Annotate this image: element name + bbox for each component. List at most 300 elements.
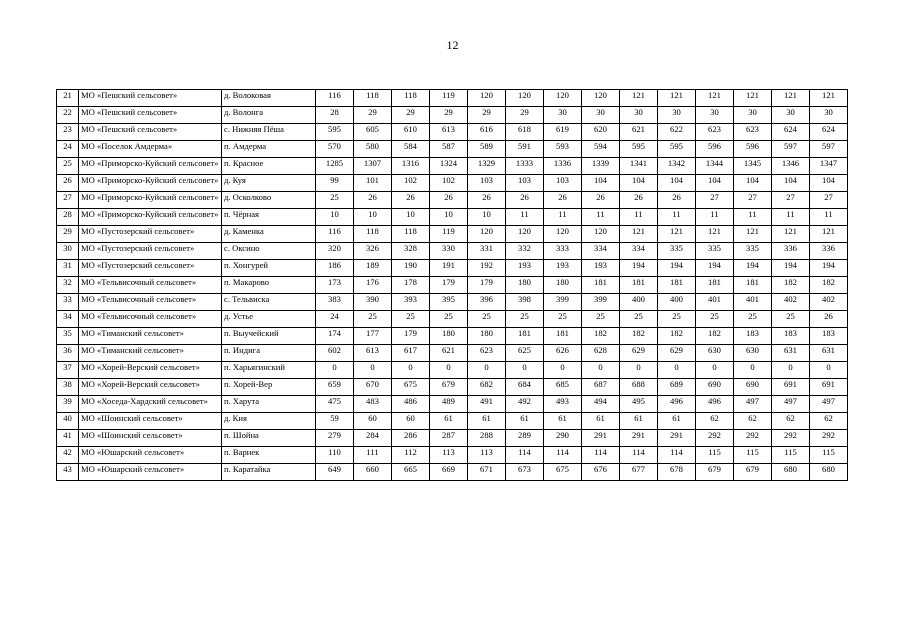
value-cell: 120: [582, 90, 620, 107]
value-cell: 670: [354, 379, 392, 396]
value-cell: 121: [810, 226, 848, 243]
value-cell: 0: [316, 362, 354, 379]
value-cell: 29: [354, 107, 392, 124]
value-cell: 190: [392, 260, 430, 277]
value-cell: 111: [354, 447, 392, 464]
value-cell: 114: [620, 447, 658, 464]
value-cell: 61: [430, 413, 468, 430]
value-cell: 589: [468, 141, 506, 158]
value-cell: 25: [392, 311, 430, 328]
value-cell: 61: [582, 413, 620, 430]
value-cell: 623: [734, 124, 772, 141]
value-cell: 27: [696, 192, 734, 209]
value-cell: 328: [392, 243, 430, 260]
value-cell: 181: [620, 277, 658, 294]
value-cell: 174: [316, 328, 354, 345]
value-cell: 596: [696, 141, 734, 158]
municipality-cell: МО «Приморско-Куйский сельсовет»: [79, 158, 222, 175]
value-cell: 120: [506, 90, 544, 107]
row-number: 26: [57, 175, 79, 192]
value-cell: 120: [544, 226, 582, 243]
value-cell: 619: [544, 124, 582, 141]
row-number: 37: [57, 362, 79, 379]
value-cell: 183: [772, 328, 810, 345]
value-cell: 684: [506, 379, 544, 396]
municipality-cell: МО «Приморско-Куйский сельсовет»: [79, 209, 222, 226]
value-cell: 336: [810, 243, 848, 260]
value-cell: 180: [468, 328, 506, 345]
value-cell: 29: [392, 107, 430, 124]
value-cell: 10: [468, 209, 506, 226]
value-cell: 113: [430, 447, 468, 464]
settlement-cell: д. Волонга: [222, 107, 316, 124]
value-cell: 0: [810, 362, 848, 379]
municipality-cell: МО «Тельвисочный сельсовет»: [79, 277, 222, 294]
value-cell: 10: [392, 209, 430, 226]
value-cell: 494: [582, 396, 620, 413]
value-cell: 0: [354, 362, 392, 379]
value-cell: 181: [734, 277, 772, 294]
value-cell: 0: [430, 362, 468, 379]
value-cell: 631: [772, 345, 810, 362]
value-cell: 120: [468, 226, 506, 243]
value-cell: 0: [734, 362, 772, 379]
value-cell: 121: [696, 90, 734, 107]
value-cell: 25: [772, 311, 810, 328]
row-number: 34: [57, 311, 79, 328]
value-cell: 183: [810, 328, 848, 345]
municipality-cell: МО «Поселок Амдерма»: [79, 141, 222, 158]
value-cell: 11: [772, 209, 810, 226]
row-number: 43: [57, 464, 79, 481]
value-cell: 25: [582, 311, 620, 328]
value-cell: 120: [468, 90, 506, 107]
value-cell: 61: [658, 413, 696, 430]
value-cell: 676: [582, 464, 620, 481]
value-cell: 121: [658, 90, 696, 107]
value-cell: 116: [316, 90, 354, 107]
value-cell: 621: [430, 345, 468, 362]
value-cell: 400: [658, 294, 696, 311]
table-row: [57, 90, 848, 107]
value-cell: 610: [392, 124, 430, 141]
value-cell: 103: [544, 175, 582, 192]
value-cell: 679: [696, 464, 734, 481]
municipality-cell: МО «Пешский сельсовет»: [79, 107, 222, 124]
value-cell: 29: [430, 107, 468, 124]
value-cell: 691: [810, 379, 848, 396]
value-cell: 27: [772, 192, 810, 209]
row-number: 32: [57, 277, 79, 294]
value-cell: 119: [430, 226, 468, 243]
row-number: 35: [57, 328, 79, 345]
value-cell: 496: [658, 396, 696, 413]
value-cell: 320: [316, 243, 354, 260]
value-cell: 624: [810, 124, 848, 141]
settlement-cell: д. Волоковая: [222, 90, 316, 107]
value-cell: 287: [430, 430, 468, 447]
value-cell: 113: [468, 447, 506, 464]
value-cell: 99: [316, 175, 354, 192]
value-cell: 182: [658, 328, 696, 345]
table-row: [57, 311, 848, 328]
value-cell: 177: [354, 328, 392, 345]
value-cell: 26: [658, 192, 696, 209]
value-cell: 682: [468, 379, 506, 396]
settlement-cell: п. Шойна: [222, 430, 316, 447]
value-cell: 26: [430, 192, 468, 209]
value-cell: 181: [582, 277, 620, 294]
settlement-cell: п. Харута: [222, 396, 316, 413]
settlement-cell: п. Макарово: [222, 277, 316, 294]
municipality-cell: МО «Тиманский сельсовет»: [79, 345, 222, 362]
value-cell: 30: [734, 107, 772, 124]
settlement-cell: с. Оксино: [222, 243, 316, 260]
value-cell: 25: [506, 311, 544, 328]
value-cell: 497: [772, 396, 810, 413]
municipality-cell: МО «Юшарский сельсовет»: [79, 464, 222, 481]
value-cell: 25: [468, 311, 506, 328]
value-cell: 110: [316, 447, 354, 464]
value-cell: 194: [772, 260, 810, 277]
page-number: 12: [446, 38, 459, 52]
table-row: [57, 124, 848, 141]
value-cell: 25: [734, 311, 772, 328]
value-cell: 119: [430, 90, 468, 107]
municipality-cell: МО «Пешский сельсовет»: [79, 124, 222, 141]
value-cell: 0: [392, 362, 430, 379]
settlement-cell: д. Устье: [222, 311, 316, 328]
value-cell: 401: [734, 294, 772, 311]
row-number: 21: [57, 90, 79, 107]
value-cell: 112: [392, 447, 430, 464]
value-cell: 11: [696, 209, 734, 226]
value-cell: 669: [430, 464, 468, 481]
value-cell: 1316: [392, 158, 430, 175]
value-cell: 613: [354, 345, 392, 362]
value-cell: 114: [544, 447, 582, 464]
value-cell: 194: [696, 260, 734, 277]
value-cell: 659: [316, 379, 354, 396]
value-cell: 292: [734, 430, 772, 447]
table-row: [57, 413, 848, 430]
value-cell: 486: [392, 396, 430, 413]
value-cell: 121: [810, 90, 848, 107]
value-cell: 677: [620, 464, 658, 481]
value-cell: 1345: [734, 158, 772, 175]
value-cell: 26: [506, 192, 544, 209]
value-cell: 180: [544, 277, 582, 294]
table-row: [57, 447, 848, 464]
value-cell: 625: [506, 345, 544, 362]
value-cell: 11: [544, 209, 582, 226]
value-cell: 25: [354, 311, 392, 328]
value-cell: 1346: [772, 158, 810, 175]
value-cell: 121: [696, 226, 734, 243]
value-cell: 292: [810, 430, 848, 447]
value-cell: 30: [620, 107, 658, 124]
value-cell: 620: [582, 124, 620, 141]
settlement-cell: с. Тельвиска: [222, 294, 316, 311]
value-cell: 26: [544, 192, 582, 209]
value-cell: 118: [354, 90, 392, 107]
value-cell: 115: [772, 447, 810, 464]
value-cell: 675: [392, 379, 430, 396]
value-cell: 11: [810, 209, 848, 226]
value-cell: 335: [696, 243, 734, 260]
value-cell: 483: [354, 396, 392, 413]
value-cell: 618: [506, 124, 544, 141]
municipality-cell: МО «Приморско-Куйский сельсовет»: [79, 175, 222, 192]
value-cell: 671: [468, 464, 506, 481]
value-cell: 279: [316, 430, 354, 447]
value-cell: 116: [316, 226, 354, 243]
row-number: 30: [57, 243, 79, 260]
value-cell: 649: [316, 464, 354, 481]
value-cell: 628: [582, 345, 620, 362]
municipality-cell: МО «Шоинский сельсовет»: [79, 413, 222, 430]
value-cell: 194: [810, 260, 848, 277]
value-cell: 401: [696, 294, 734, 311]
table-row: [57, 226, 848, 243]
value-cell: 104: [696, 175, 734, 192]
value-cell: 186: [316, 260, 354, 277]
value-cell: 28: [316, 107, 354, 124]
value-cell: 595: [620, 141, 658, 158]
value-cell: 25: [544, 311, 582, 328]
settlement-cell: с. Нижняя Пёша: [222, 124, 316, 141]
value-cell: 181: [544, 328, 582, 345]
settlement-cell: п. Варнек: [222, 447, 316, 464]
value-cell: 194: [658, 260, 696, 277]
value-cell: 114: [658, 447, 696, 464]
value-cell: 182: [620, 328, 658, 345]
value-cell: 623: [468, 345, 506, 362]
value-cell: 121: [772, 226, 810, 243]
value-cell: 400: [620, 294, 658, 311]
value-cell: 25: [430, 311, 468, 328]
value-cell: 29: [468, 107, 506, 124]
value-cell: 584: [392, 141, 430, 158]
value-cell: 688: [620, 379, 658, 396]
value-cell: 26: [810, 311, 848, 328]
row-number: 25: [57, 158, 79, 175]
value-cell: 1285: [316, 158, 354, 175]
value-cell: 580: [354, 141, 392, 158]
value-cell: 26: [392, 192, 430, 209]
row-number: 29: [57, 226, 79, 243]
value-cell: 687: [582, 379, 620, 396]
value-cell: 10: [316, 209, 354, 226]
municipality-cell: МО «Хорей-Верский сельсовет»: [79, 379, 222, 396]
value-cell: 114: [582, 447, 620, 464]
settlement-cell: д. Каменка: [222, 226, 316, 243]
table-row: [57, 243, 848, 260]
value-cell: 570: [316, 141, 354, 158]
value-cell: 60: [354, 413, 392, 430]
municipality-cell: МО «Тельвисочный сельсовет»: [79, 294, 222, 311]
value-cell: 25: [316, 192, 354, 209]
value-cell: 26: [354, 192, 392, 209]
value-cell: 104: [582, 175, 620, 192]
value-cell: 182: [696, 328, 734, 345]
row-number: 27: [57, 192, 79, 209]
value-cell: 495: [620, 396, 658, 413]
value-cell: 180: [430, 328, 468, 345]
value-cell: 179: [430, 277, 468, 294]
municipality-cell: МО «Пешский сельсовет»: [79, 90, 222, 107]
value-cell: 25: [658, 311, 696, 328]
value-cell: 11: [506, 209, 544, 226]
value-cell: 180: [506, 277, 544, 294]
value-cell: 288: [468, 430, 506, 447]
value-cell: 189: [354, 260, 392, 277]
value-cell: 1307: [354, 158, 392, 175]
value-cell: 30: [658, 107, 696, 124]
value-cell: 102: [392, 175, 430, 192]
value-cell: 399: [582, 294, 620, 311]
table-row: [57, 345, 848, 362]
settlement-cell: д. Осколково: [222, 192, 316, 209]
value-cell: 26: [620, 192, 658, 209]
value-cell: 30: [810, 107, 848, 124]
value-cell: 0: [772, 362, 810, 379]
value-cell: 115: [696, 447, 734, 464]
value-cell: 118: [392, 226, 430, 243]
municipality-cell: МО «Пустозерский сельсовет»: [79, 243, 222, 260]
value-cell: 402: [772, 294, 810, 311]
value-cell: 333: [544, 243, 582, 260]
value-cell: 393: [392, 294, 430, 311]
value-cell: 182: [810, 277, 848, 294]
table-row: [57, 396, 848, 413]
value-cell: 1347: [810, 158, 848, 175]
value-cell: 691: [772, 379, 810, 396]
value-cell: 1333: [506, 158, 544, 175]
value-cell: 284: [354, 430, 392, 447]
table-row: [57, 430, 848, 447]
value-cell: 176: [354, 277, 392, 294]
municipality-cell: МО «Тельвисочный сельсовет»: [79, 311, 222, 328]
settlement-cell: п. Харьягинский: [222, 362, 316, 379]
value-cell: 594: [582, 141, 620, 158]
municipality-cell: МО «Пустозерский сельсовет»: [79, 260, 222, 277]
value-cell: 1342: [658, 158, 696, 175]
table-row: [57, 192, 848, 209]
value-cell: 0: [658, 362, 696, 379]
value-cell: 330: [430, 243, 468, 260]
value-cell: 183: [734, 328, 772, 345]
value-cell: 61: [544, 413, 582, 430]
value-cell: 25: [696, 311, 734, 328]
value-cell: 396: [468, 294, 506, 311]
value-cell: 179: [468, 277, 506, 294]
value-cell: 334: [620, 243, 658, 260]
value-cell: 622: [658, 124, 696, 141]
value-cell: 59: [316, 413, 354, 430]
value-cell: 0: [468, 362, 506, 379]
value-cell: 30: [544, 107, 582, 124]
value-cell: 492: [506, 396, 544, 413]
value-cell: 336: [772, 243, 810, 260]
value-cell: 61: [620, 413, 658, 430]
value-cell: 395: [430, 294, 468, 311]
municipality-cell: МО «Тиманский сельсовет»: [79, 328, 222, 345]
value-cell: 194: [620, 260, 658, 277]
value-cell: 11: [582, 209, 620, 226]
value-cell: 1341: [620, 158, 658, 175]
settlement-cell: п. Амдерма: [222, 141, 316, 158]
value-cell: 182: [582, 328, 620, 345]
row-number: 38: [57, 379, 79, 396]
row-number: 22: [57, 107, 79, 124]
settlement-cell: п. Выучейский: [222, 328, 316, 345]
value-cell: 178: [392, 277, 430, 294]
value-cell: 623: [696, 124, 734, 141]
population-table: [56, 89, 848, 481]
value-cell: 121: [658, 226, 696, 243]
table-row: [57, 158, 848, 175]
value-cell: 103: [506, 175, 544, 192]
value-cell: 0: [620, 362, 658, 379]
value-cell: 690: [734, 379, 772, 396]
row-number: 31: [57, 260, 79, 277]
row-number: 42: [57, 447, 79, 464]
row-number: 40: [57, 413, 79, 430]
value-cell: 334: [582, 243, 620, 260]
value-cell: 29: [506, 107, 544, 124]
value-cell: 104: [734, 175, 772, 192]
settlement-cell: д. Кия: [222, 413, 316, 430]
value-cell: 173: [316, 277, 354, 294]
value-cell: 115: [734, 447, 772, 464]
value-cell: 179: [392, 328, 430, 345]
value-cell: 326: [354, 243, 392, 260]
value-cell: 629: [620, 345, 658, 362]
table-row: [57, 175, 848, 192]
value-cell: 593: [544, 141, 582, 158]
municipality-cell: МО «Шоинский сельсовет»: [79, 430, 222, 447]
value-cell: 104: [620, 175, 658, 192]
value-cell: 193: [582, 260, 620, 277]
value-cell: 631: [810, 345, 848, 362]
value-cell: 121: [620, 226, 658, 243]
value-cell: 689: [658, 379, 696, 396]
value-cell: 120: [582, 226, 620, 243]
value-cell: 115: [810, 447, 848, 464]
value-cell: 286: [392, 430, 430, 447]
value-cell: 101: [354, 175, 392, 192]
value-cell: 630: [696, 345, 734, 362]
value-cell: 624: [772, 124, 810, 141]
table-row: [57, 277, 848, 294]
value-cell: 383: [316, 294, 354, 311]
municipality-cell: МО «Хорей-Верский сельсовет»: [79, 362, 222, 379]
value-cell: 679: [430, 379, 468, 396]
settlement-cell: п. Хорей-Вер: [222, 379, 316, 396]
value-cell: 26: [582, 192, 620, 209]
value-cell: 617: [392, 345, 430, 362]
value-cell: 0: [582, 362, 620, 379]
value-cell: 1336: [544, 158, 582, 175]
value-cell: 489: [430, 396, 468, 413]
value-cell: 60: [392, 413, 430, 430]
value-cell: 1324: [430, 158, 468, 175]
value-cell: 629: [658, 345, 696, 362]
value-cell: 121: [734, 90, 772, 107]
table-body: [57, 90, 848, 481]
value-cell: 102: [430, 175, 468, 192]
